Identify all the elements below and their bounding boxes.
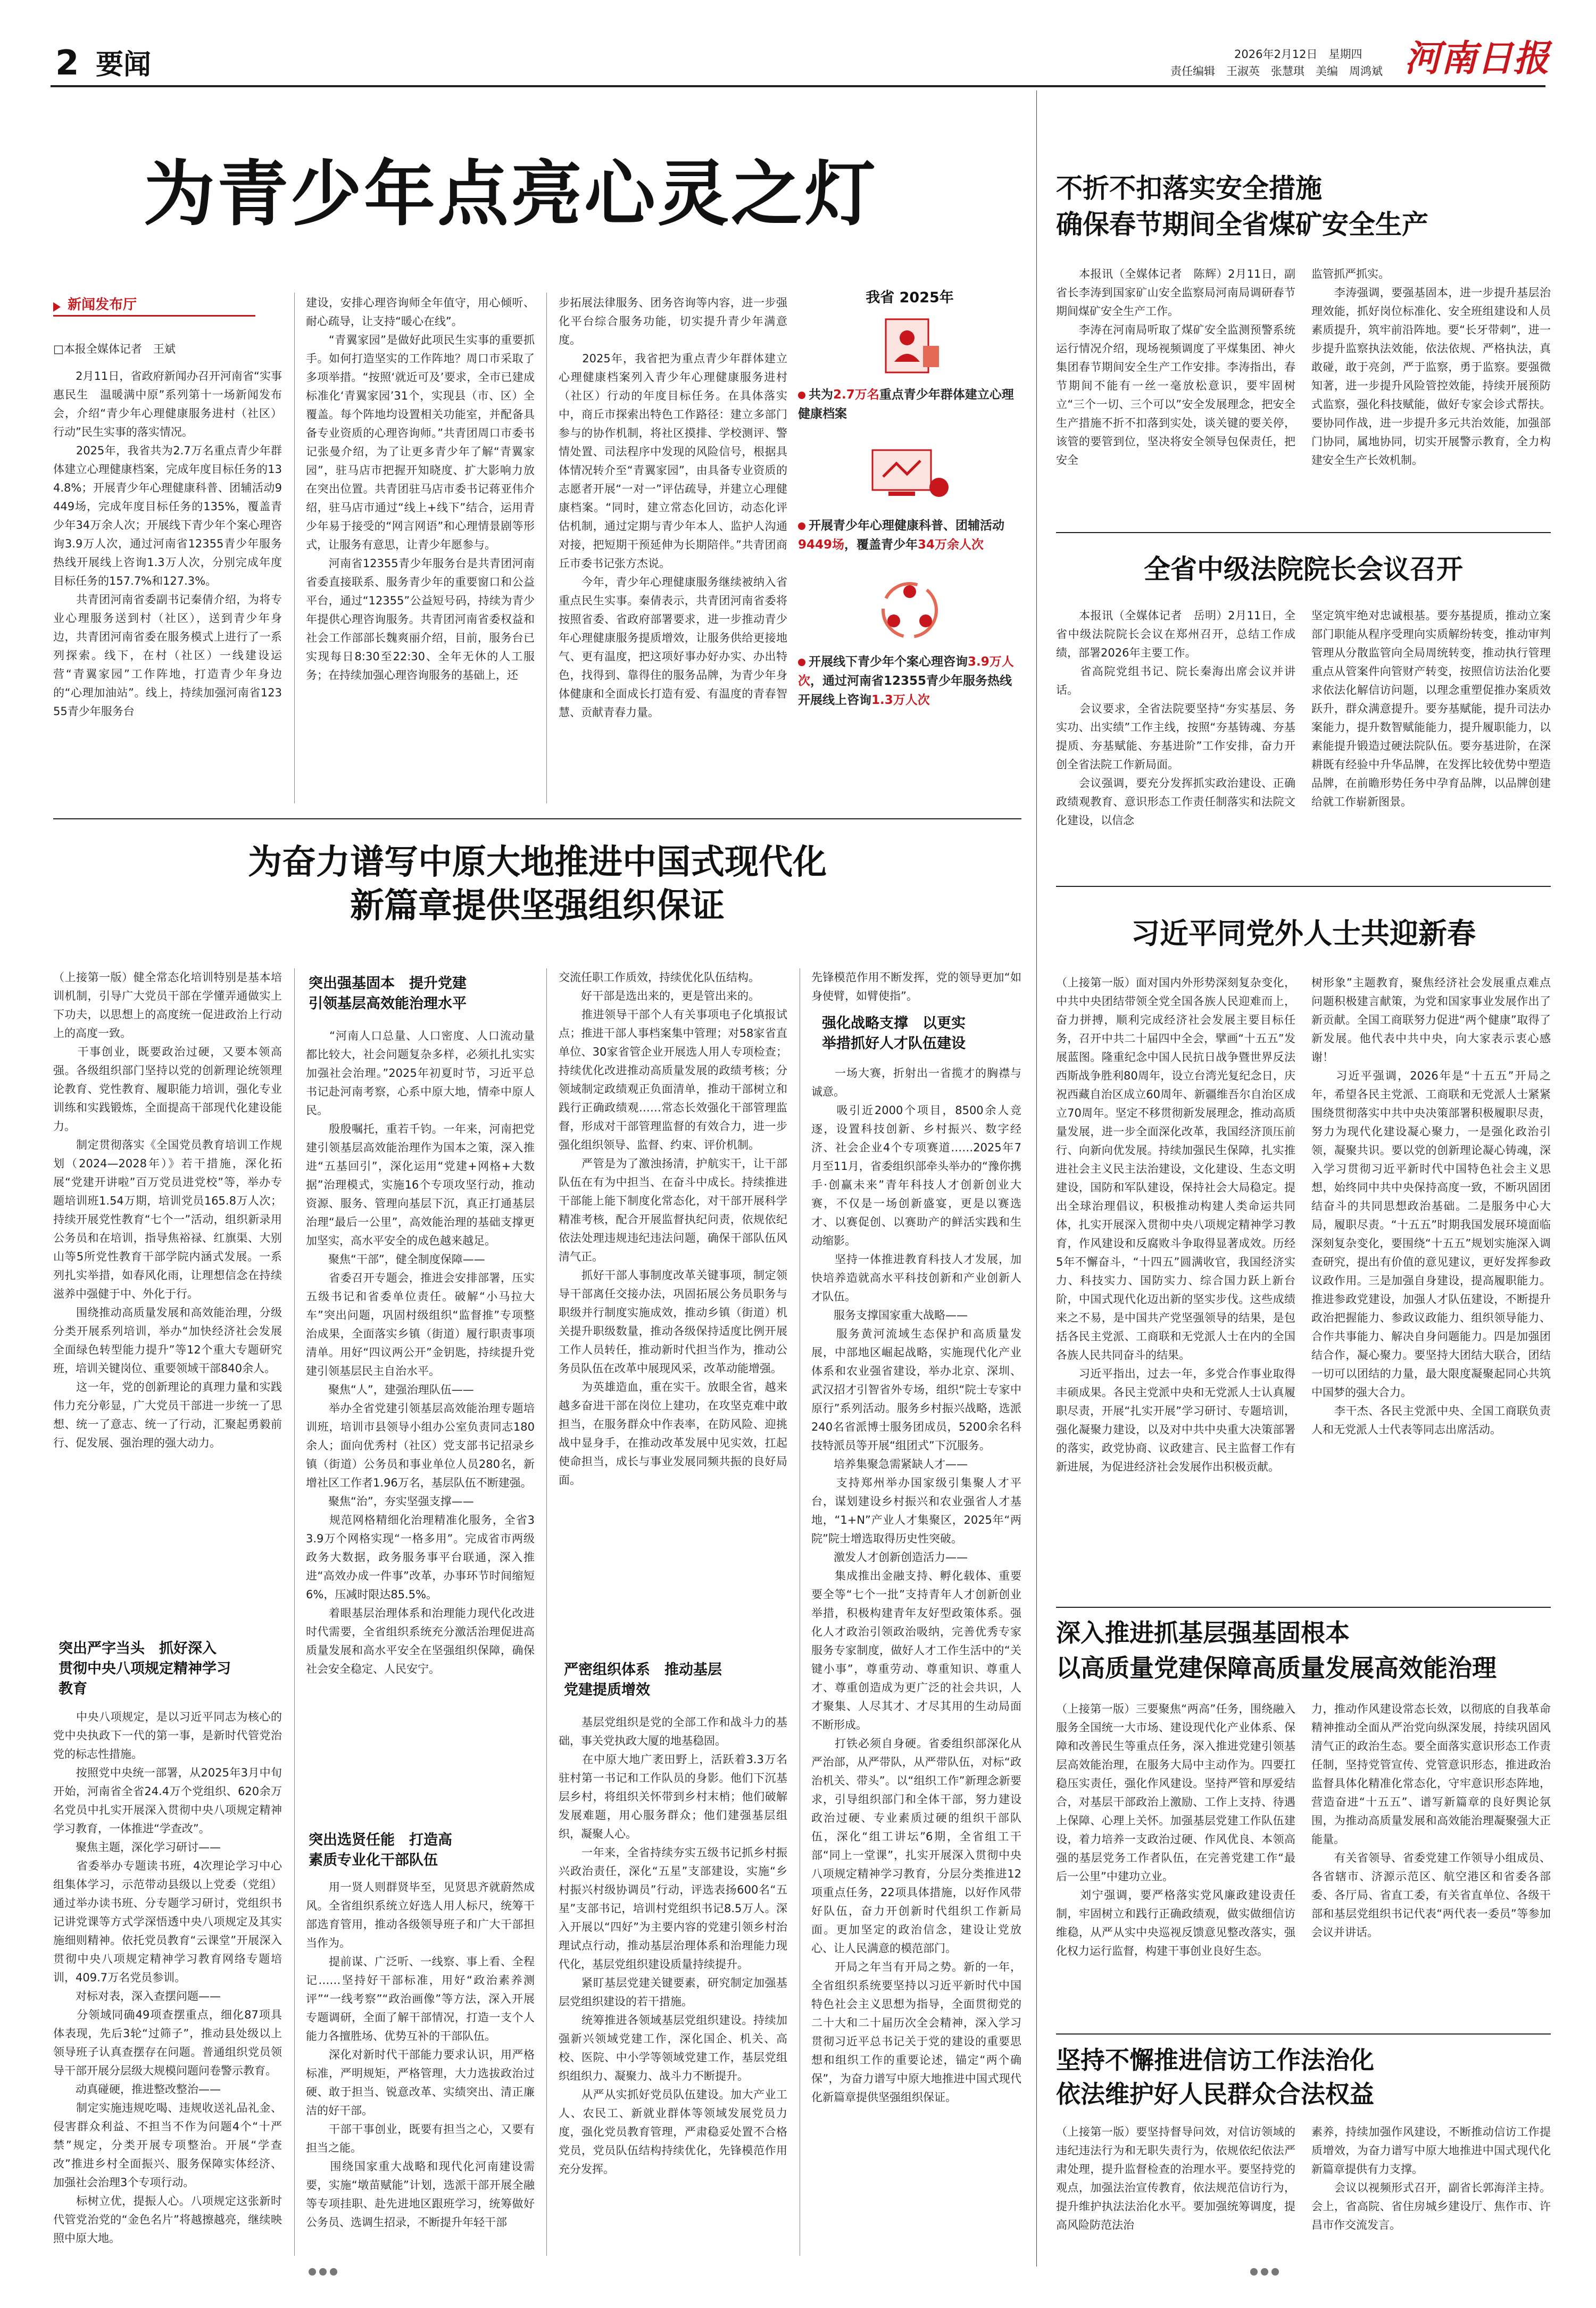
bullet-dot: [798, 659, 805, 666]
infographic-title: 我省 2025年: [866, 289, 954, 306]
page-number: 2: [55, 44, 79, 83]
bullet-dot: [798, 392, 805, 399]
article2-column-2: “河南人口总量、人口密度、人口流动量都比较大，社会问题复杂多样，必须扎扎实实加强社会治理。”2025年初夏时节，习近平总书记赴河南考察，心系中原大地，情牵中原人民。 殷殷嘱托，重若千钧。一年来，河南把党建引领基层高效能治理作为国本之策，深入推进“五基回引”，深化运用“党建+网格+大数据”治理模式，实施16个专项攻坚行动，推动资源、服务、管理向基层下沉，真正打通基层治理“最后一公里”，高效能治理的基础支撑更加坚实，高水平安全的成色越来越足。 聚焦“干部”，健全制度保障—— 省委召开专题会，推进会安排部署，压实五级书记和省委单位责任。破解“小马拉大车”突出问题，巩固村级组织“监督推”专项整治成果，全面落实乡镇（街道）履行职责事项清单。用好“四议两公开”金钥匙，持续提升党建引领基层民主自治水平。 聚焦“人”，建强治理队伍—— 举办全省党建引领基层高效能治理专题培训班，培训市县领导小组办公室负责同志180余人；面向优秀村（社区）党支部书记招录乡镇（街道）公务员和事业单位人员280名，新增社区工作者1.96万名，基层队伍不断建强。 聚焦“治”，夯实坚强支撑—— 规范网格精细化治理精准化服务，全省33.9万个网格实现“一格多用”。完成省市两级政务大数据，政务服务事平台联通，深入推进“高效办成一件事”改革，办事环节时间缩短6%，压减时限达85.5%。 着眼基层治理体系和治理能力现代化改进时代需要，全省组织系统充分激活治理促进高质量发展和高水平安全在坚强组织保障，确保社会安全稳定、人民安宁。: [306, 1030, 535, 1675]
section-divider: [1056, 2033, 1551, 2035]
article2-column-1: （上接第一版）健全常态化培训特别是基本培训机制，引导广大党员干部在学懂弄通做实上下功夫，以思想上的高度统一促进政治上行动上的高度一致。 干事创业，既要政治过硬，又要本领高强。各级组织部门坚持以党的创新理论统领理论教育、党性教育、履职能力培训，强化专业训练和实践锻炼，全面提高干部现代化建设能力。 制定贯彻落实《全国党员教育培训工作规划（2024—2028年）》若干措施，深化拓展“党建开讲啦”百万党员进党校”等，举办专题培训班1.54万期，培训党员165.8万人次；持续开展党性教育“七个一”活动，组织新录用公务员和在培训，指导焦裕禄、红旗渠、大别山等5所党性教育干部学院内涵式发展。一系列扎实举措，如春风化雨，让理想信念在持续滋养中强健于中、外化于行。 围绕推动高质量发展和高效能治理，分级分类开展系列培训，举办“加快经济社会发展全面绿色转型能力提升”等12个重大专题研究班，培训关键岗位、重要领域干部840余人。 这一年，党的创新理论的真理力量和实践伟力充分彰显，广大党员干部进一步统一了思想、统一了意志、统一了行动，汇聚起勇毅前行、促发展、强治理的强大动力。: [53, 971, 282, 1449]
right4-column-1: （上接第一版）三要聚焦“两高”任务，围绕融入服务全国统一大市场、建设现代化产业体系、保障和改善民生等重点任务，深入推进党建引领基层高效能治理，在服务大局中主动作为。四要扛稳压实责任，强化作风建设。坚持严管和厚爱结合，对基层干部政治上激励、工作上支持、待遇上保障、心理上关怀。加强基层党建工作队伍建设，着力培养一支政治过硬、作风优良、本领高强的基层党务工作者队伍，在完善党建工作“最后一公里”中建功立业。 刘宁强调，要严格落实党风廉政建设责任制，牢固树立和践行正确政绩观，做实做细信访维稳，从严从实中央巡视反馈意见整改落实，强化权力运行监督，构建干事创业良好生态。: [1056, 1703, 1295, 1957]
section-divider: [53, 818, 1021, 819]
edition-date: 2026年2月12日 星期四: [1234, 48, 1362, 61]
right2-column-2: 坚定筑牢绝对忠诚根基。要夯基提质，推动立案部门职能从程序受理向实质解纷转变，推动审判管理从分散监管向全局周统转变，推动执行管理重点从管案件向管财产转变，按照信访法治化要求依法化解信访问题，以理念重塑促推办案质效跃升，群众满意提升。要夯基赋能，提升司法办案能力，提升数智赋能能力，提升履职能力，以素能提升锻造过硬法院队伍。要夯基进阶，在深耕既有经验中升华品牌，在发挥比较优势中塑造品牌，在前瞻形势任务中孕育品牌，以品牌创建给就工作崭新图景。: [1311, 609, 1551, 808]
article2-subhead-3: 突出选贤任能 打造高 素质专业化干部队伍: [309, 1832, 452, 1869]
health-record-icon: [875, 314, 944, 378]
column-tag-mark: [53, 302, 61, 312]
right1-column-1: 本报讯（全媒体记者 陈辉）2月11日，副省长李涛到国家矿山安全监察局河南局调研春节期间煤矿安全生产工作。 李涛在河南局听取了煤矿安全监测预警系统运行情况介绍，现场视频调度了平煤集团、神火集团春节期间安全生产工作安排。李涛指出，春节期间不能有一丝一毫放松意识，要牢固树立“三个一切、三个可以”安全发展理念，把安全生产措施不折不扣落到实处，谈关键的要关停，该管的要管到位，坚决将安全领导包保责任，把安全: [1056, 268, 1295, 467]
right2-column-1: 本报讯（全媒体记者 岳明）2月11日，全省中级法院院长会议在郑州召开，总结工作成绩，部署2026年主要工作。 省高院党组书记、院长秦海出席会议并讲话。 会议要求，全省法院要坚持“夯实基层、务实功、出实绩”工作主线，按照“夯基铸魂、夯基提质、夯基赋能、夯基进阶”工作安排，奋力开创全省法院工作新局面。 会议强调，要充分发挥抓实政治建设、正确政绩观教育、意识形态工作责任制落实和法院文化建设，以信念: [1056, 609, 1295, 827]
infographic-item-1: 共为2.7万名重点青少年群体建立心理健康档案: [798, 388, 1014, 421]
right1-headline: 不折不扣落实安全措施 确保春节期间全省煤矿安全生产: [1056, 173, 1428, 240]
column-tag-label: 新闻发布厅: [68, 297, 137, 313]
col-divider: [294, 968, 295, 2256]
article2-subhead-4: 严密组织体系 推动基层 党建提质增效: [564, 1662, 722, 1698]
section-name: 要闻: [96, 49, 152, 81]
article2-column-4a: 一场大赛，折射出一省揽才的胸襟与诚意。 吸引近2000个项目，8500余人竞逐，设置科技创新、乡村振兴、数字经济、社会企业4个专项赛道……2025年7月至11月，省委组织部牵头举办的“豫你携手·创赢未来”青年科技人才创新创业大赛，不仅是一场创新盛宴，更是以赛选才、以赛促创、以赛助产的鲜活实践和生动缩影。 坚持一体推进教育科技人才发展，加快培养造就高水平科技创新和产业创新人才队伍。 服务支撑国家重大战略—— 服务黄河流域生态保护和高质量发展，中部地区崛起战略，实施现代化产业体系和农业强省建设，举办北京、深圳、武汉招才引智省外专场，组织“院士专家中原行”系列活动。服务乡村振兴战略，选派240名省派博士服务团成员，5200余名科技特派员等开展“组团式”下沉服务。 培养集聚急需紧缺人才—— 支持郑州举办国家级引集聚人才平台，谋划建设乡村振兴和农业强省人才基地，“1+N”产业人才集聚区，2025年“两院”院士增选取得历史性突破。 激发人才创新创造活力—— 集成推出金融支持、孵化载体、重要要全等“七个一批”支持青年人才创新创业举措，积极构建青年友好型政策体系。强化人才政治引领政治吸纳，完善优秀专家服务专家制度，做好人才工作生活中的“关键小事”，尊重劳动、尊重知识、尊重人才、尊重创造成为更广泛的社会共识，人才聚集、人尽其才、才尽其用的生动局面不断形成。 打铁必须自身硬。省委组织部深化从严治部，从严带队，从严带队伍，对标“政治机关、带头”。以“组织工作”新理念新要求，引导组织部门和全体干部，努力建设政治过硬、专业素质过硬的组织干部队伍，深化“组工讲坛”6期，全省组工干部“同上一堂课”，扎实开展深入贯彻中央八项规定精神学习教育，分层分类推进12项重点任务，22项具体措施，以好作风带好队伍，奋力开创新时代组织工作新局面。更加坚定的政治信念，建设让党放心、让人民满意的模范部门。 开局之年当有开局之势。新的一年，全省组织系统要坚持以习近平新时代中国特色社会主义思想为指导，全面贯彻党的二十大和二十届历次全会精神，深入学习贯彻习近平总书记关于党的建设的重要思想和组织工作的重要论述，锚定“两个确保”，为奋力谱写中原大地推进中国式现代化新篇章提供坚强组织保证。: [811, 1067, 1021, 2104]
editors-line: 责任编辑 王淑英 张慧琪 美编 周鸿斌: [1170, 65, 1383, 78]
bullet-dot: [798, 522, 805, 530]
right1-column-2: 监管抓严抓实。 李涛强调，要强基固本，进一步提升基层治理效能，抓好岗位标准化、安全班组建设和人员素质提升，筑牢前沿阵地。要“长牙带刺”，进一步提升监察执法效能，依法依规、严格执法，真敢碰，敢于亮剑，严于监察，勇于监察。要强微知著，进一步提升风险管控效能，持续开展预防式监察，强化科技赋能，做好专家会诊式帮扶。要协同作战，进一步提升多元共治效能，加强部门协同，属地协同，切实开展警示教育，全力构建安全生产长效机制。: [1311, 268, 1551, 467]
col-divider: [294, 293, 295, 803]
article2-column-3b: 基层党组织是党的全部工作和战斗力的基础，事关党执政大厦的地基稳固。 在中原大地广袤田野上，活跃着3.3万名驻村第一书记和工作队员的身影。他们下沉基层乡村，将组织关怀带到乡村末梢；他们破解发展难题，用心服务群众；他们建强基层组织，凝聚人心。 一年来，全省持续夯实五级书记抓乡村振兴政治责任，深化“五星”支部建设，实施“乡村振兴村级协调员”行动，评选表扬600名“五星”支部书记，培训村党组织书记8.5万人。深入开展以“四好”为主要内容的党建引领乡村治理试点行动，推动基层治理体系和治理能力现代化，基层党组织建设质量持续提升。 紧盯基层党建关键要素，研究制定加强基层党组织建设的若干措施。 统筹推进各领域基层党组织建设。持续加强新兴领域党建工作，深化国企、机关、高校、医院、中小学等领域党建工作，基层党组织组织力、凝聚力、战斗力不断提升。 从严从实抓好党员队伍建设。加大产业工人、农民工、新就业群体等领域发展党员力度，强化党员教育管理，严肃稳妥处置不合格党员，党员队伍结构持续优化，先锋模范作用充分发挥。: [559, 1716, 787, 2176]
article2-column-2b: 用一贤人则群贤毕至，见贤思齐就蔚然成风。全省组织系统立好选人用人标尺，统筹干部选育管用，推动各级领导班子和广大干部担当作为。 提前谋、广泛听、一线察、事上看、全程记……坚持好干部标准，用好“政治素养测评”“一线考察”“政治画像”等方法，深入开展专题调研，全面了解干部情况，打造一支个人能力各擅胜场、优势互补的干部队伍。 深化对新时代干部能力要求认识，用严格标准，严明规矩，严格管理，大力选拔政治过硬、敢于担当、锐意改革、实绩突出、清正廉洁的好干部。 干部干事创业，既要有担当之心，又要有担当之能。 围绕国家重大战略和现代化河南建设需要，实施“墩苗赋能”计划，选派干部开展全融等专项挂职、赴先进地区跟班学习，统筹做好公务员、选调生招录，不断提升年轻干部: [306, 1881, 535, 2229]
lead-byline: □本报全媒体记者 王斌: [53, 343, 176, 355]
column-tag: [53, 294, 255, 317]
right2-headline: 全省中级法院院长会议召开: [1144, 554, 1463, 585]
right3-headline: 习近平同党外人士共迎新春: [1131, 917, 1476, 950]
page-column-divider: [1036, 90, 1037, 2267]
right4-headline: 深入推进抓基层强基固根本 以高质量党建保障高质量发展高效能治理: [1056, 1618, 1497, 1682]
section-divider: [1056, 532, 1551, 533]
footer-mark: [1250, 2268, 1279, 2278]
article2-column-1b: 中央八项规定，是以习近平同志为核心的党中央执政下一代的第一事，是新时代管党治党的标志性措施。 按照党中央统一部署，从2025年3月中旬开始，河南省全省24.4万个党组织、620余万名党员中扎实开展深入贯彻中央八项规定精神学习教育，一体推进“学查改”。 聚焦主题，深化学习研讨—— 省委举办专题读书班，4次理论学习中心组集体学习，示范带动县级以上党委（党组）通过举办读书班、分专题学习研讨，党组织书记讲党课等方式学深悟透中央八项规定及其实施细则精神。依托党员教育“云课堂”开展深入贯彻中央八项规定精神学习教育网络专题培训，409.7万名党员参训。 对标对表，深入查摆问题—— 分领域同确49项查摆重点，细化87项具体表现，先后3轮“过筛子”，推动县处级以上领导班子认真查摆存在问题。普通组织党员领导干部开展分层级大规模问题问卷警示教育。 动真碰硬，推进整改整治—— 制定实施违规吃喝、违规收送礼品礼金、侵害群众利益、不担当不作为问题4个“十严禁”规定，分类开展专项整治。开展“学查改”推进乡村全面振兴、服务保障实体经济、加强社会治理3个专项行动。 标树立优，提振人心。八项规定这张新时代管党治党的“金色名片”将越擦越亮，继续映照中原大地。: [53, 1711, 282, 2245]
col-divider: [546, 293, 547, 803]
footer-mark: [309, 2268, 337, 2278]
article2-subhead-2: 突出强基固本 提升党建 引领基层高效能治理水平: [309, 975, 467, 1012]
infographic-item-2: 开展青少年心理健康科普、团辅活动9449场，覆盖青少年34万余人次: [798, 519, 1004, 552]
right4-column-2: 力，推动作风建设常态长效，以彻底的自我革命精神推动全面从严治党向纵深发展，持续巩固风清气正的政治生态。要全面落实意识形态工作责任制，坚持党管宣传、党管意识形态，推进政治监督具体化精准化常态化，守牢意识形态阵地，营造奋进“十五五”、谱写新篇章的良好舆论氛围，为推动高质量发展和高效能治理凝聚强大正能量。 有关省领导、省委党建工作领导小组成员、各省辖市、济源示范区、航空港区和省委各部委、各厅局、省直工委，有关省直单位、各级干部和基层党组织书记代表“两代表一委员”等参加会议并讲话。: [1311, 1703, 1551, 1939]
lead-headline: 为青少年点亮心灵之灯: [144, 153, 878, 236]
right5-column-2: 素养，持续加强作风建设，不断推动信访工作提质增效，为奋力谱写中原大地推进中国式现代化新篇章提供有力支撑。 会议以视频形式召开，副省长郭海洋主持。会上，省高院、省住房城乡建设厅、焦作市、许昌市作交流发言。: [1311, 2126, 1551, 2231]
header-rule: [51, 85, 1545, 87]
classroom-screen-icon: [867, 445, 952, 509]
right5-column-1: （上接第一版）要坚持督导问效，对信访领域的违纪违法行为和无职失责行为，依规依纪依法严肃处理，提升监督检查的治理水平。要坚持党的观点，加强法治宣传教育，依法规范信访行为，提升维护执法法治化水平。要加强统筹调度，提高风险防范法治: [1056, 2126, 1295, 2231]
right3-column-1: （上接第一版）面对国内外形势深刻复杂变化，中共中央团结带领全党全国各族人民迎难而上，奋力拼搏，顺利完成经济社会发展主要目标任务，召开中共二十届四中全会，擘画“十五五”发展蓝图。隆重纪念中国人民抗日战争暨世界反法西斯战争胜利80周年，设立台湾光复纪念日，庆祝西藏自治区成立60周年、新疆维吾尔自治区成立70周年。坚定不移贯彻新发展理念，推动高质量发展，进一步全面深化改革，我国经济顶压前行、向新向优发展。持续加强民生保障，扎实推进社会主义民主法治建设，文化建设、生态文明建设，国防和军队建设，保持社会大局稳定。提出全球治理倡议，积极推动构建人类命运共同体，扎实开展深入贯彻中央八项规定精神学习教育，作风建设和反腐败斗争取得显著成效。历经5年不懈奋斗，“十四五”圆满收官，我国经济实力、科技实力、国防实力、综合国力跃上新台阶，中国式现代化迈出新的坚实步伐。这些成绩来之不易，是中国共产党坚强领导的结果，是包括各民主党派、工商联和无党派人士在内的全国各族人民共同奋斗的结果。 习近平指出，过去一年，多党合作事业取得丰硕成果。各民主党派中央和无党派人士认真履职尽责，开展“扎实开展”学习研讨、专题培训，强化凝聚力建设，以及对中共中央重大决策部署的落实，政党协商、议政建言、民主监督工作有新进展，为促进经济社会发展作出积极贡献。: [1056, 976, 1295, 1473]
lead-column-3: 步拓展法律服务、团务咨询等内容，进一步强化平台综合服务功能，切实提升青少年满意度。 2025年，我省把为重点青少年群体建立心理健康档案列入青少年心理健康服务进村（社区）行动的年度目标任务。在具体落实中，商丘市探索出特色工作路径：建立多部门参与的协作机制，将社区摸排、学校测评、警情处置、司法程序中发现的风险信号，根据具体情况转介至“青翼家园”，由具备专业资质的志愿者开展“一对一”评估疏导，并建立心理健康档案。“同时，建立常态化回访，动态化评估机制，通过定期与青少年本人、监护人沟通对接，把短期干预延伸为长期陪伴。”共青团商丘市委书记张方杰说。 今年，青少年心理健康服务继续被纳入省重点民生实事。秦倩表示，共青团河南省委将按照省委、省政府部署要求，进一步推动青少年心理健康服务提质增效，让服务供给更接地气、更有温度，把这项好事办好办实、办出特色，找得到、靠得住的服务品牌，为青少年身体健康和全面成长打造有爱、有温度的青春智慧、贡献青春力量。: [559, 296, 787, 719]
article2-subhead-5: 强化战略支撑 以更实 举措抓好人才队伍建设: [822, 1015, 966, 1052]
right5-headline: 坚持不懈推进信访工作法治化 依法维护好人民群众合法权益: [1056, 2046, 1374, 2108]
lead-column-1: 2月11日，省政府新闻办召开河南省“实事惠民生 温暖满中原”系列第十一场新闻发布会，介绍“青少年心理健康服务进村（社区）行动”民生实事的落实情况。 2025年，我省共为2.7万名重点青少年群体建立心理健康档案，完成年度目标任务的134.8%；开展青少年心理健康科普、团辅活动9449场，完成年度目标任务的135%，覆盖青少年34万余人次；开展线下青少年个案心理咨询3.9万人次，通过河南省12355青少年服务热线开展线上咨询1.3万人次，分别完成年度目标任务的157.7%和127.3%。 共青团河南省委副书记秦倩介绍，为将专业心理服务送到村（社区），送到青少年身边，共青团河南省委在服务模式上进行了一系列探索。线下，在村（社区）一线建设运营“青翼家园”工作阵地，打造青少年身边的“心理加油站”。线上，持续加强河南省12355青少年服务台: [53, 370, 282, 718]
infographic-item-3: 开展线下青少年个案心理咨询3.9万人次，通过河南省12355青少年服务热线开展线上咨询1.3万人次: [798, 655, 1014, 707]
article2-subhead-1: 突出严字当头 抓好深入 贯彻中央八项规定精神学习 教育: [59, 1640, 231, 1697]
infographic-panel: [798, 287, 1021, 809]
col-divider: [546, 968, 547, 2256]
right3-column-2: 树形象”主题教育，聚焦经济社会发展重点难点问题积极建言献策，为党和国家事业发展作出了新贡献。全国工商联努力促进“两个健康”取得了新发展。他代表中共中央，向大家表示衷心感谢！ 习近平强调，2026年是“十五五”开局之年，希望各民主党派、工商联和无党派人士紧紧围绕贯彻落实中共中央决策部署积极履职尽责，努力为现代化建设凝心聚力，一是强化政治引领，凝聚共识。要以党的创新理论凝心铸魂，深入学习贯彻习近平新时代中国特色社会主义思想，始终同中共中央保持高度一致，不断巩固团结奋斗的共同思想政治基础。二是服务中心大局，履职尽责。“十五五”时期我国发展环境面临深刻复杂变化，要围绕“十五五”规划实施深入调查研究，提出有价值的意见建议，更好发挥参政议政作用。三是加强自身建设，提高履职能力。推进参政党建设，加强人才队伍建设，不断提升政治把握能力、参政议政能力、组织领导能力、合作共事能力、解决自身问题能力。四是加强团结合作，凝心聚力。要坚持大团结大联合，团结一切可以团结的力量，最大限度凝聚起同心共筑中国梦的强大合力。 李干杰、各民主党派中央、全国工商联负责人和无党派人士代表等同志出席活动。: [1311, 976, 1551, 1436]
lead-column-2: 建设，安排心理咨询师全年值守，用心倾听、耐心疏导，让支持“暖心在线”。 “青翼家园”是做好此项民生实事的重要抓手。如何打造坚实的工作阵地？周口市采取了多项举措。“按照‘就近可及’要求，全市已建成标准化‘青翼家园’31个，实现县（市、区）全覆盖。每个阵地均设置相关功能室，并配备具备专业资质的心理咨询师。”共青团周口市委书记张曼介绍，为了让更多青少年了解“青翼家园”，驻马店市把握开知晓度、扩大影响力放在突出位置。共青团驻马店市委书记蒋亚伟介绍，驻马店市通过“线上+线下”结合，运用青少年易于接受的“网言网语”和心理情景剧等形式，让服务有意思，让青少年愿参与。 河南省12355青少年服务台是共青团河南省委直接联系、服务青少年的重要窗口和公益平台，通过“12355”公益短号码，持续为青少年提供心理咨询服务。共青团河南省委权益和社会工作部部长魏爽丽介绍，目前，服务台已实现每日8:30至22:30、全年无休的人工服务；在持续加强心理咨询服务的基础上，还: [306, 296, 535, 682]
consultation-cycle-icon: [872, 576, 947, 645]
paper-logo: 河南日报: [1404, 37, 1550, 80]
article2-column-4: 先锋模范作用不断发挥，党的领导更加“如身使臂，如臂使指”。: [811, 971, 1021, 1002]
section-divider: [1056, 886, 1551, 887]
article2-headline: 为奋力谱写中原大地推进中国式现代化 新篇章提供坚强组织保证: [248, 843, 827, 926]
article2-column-3: 交流任职工作质效，持续优化队伍结构。 好干部是选出来的，更是管出来的。 推进领导干部个人有关事项电子化填报试点；推进干部人事档案集中管理；对58家省直单位、30家省管企业开展选人用人专项检查；持续优化改进推动高质量发展的政绩考核；分领域制定政绩观正负面清单，推动干部树立和践行正确政绩观……常态长效强化干部管理监督，形成对干部管理监督的有效合力，进一步强化组织领导、监督、约束、评价机制。 严管是为了激浊扬清，护航实干，让干部队伍在有为中担当、在奋斗中成长。持续推进干部能上能下制度化常态化，对干部开展科学精准考核，配合开展监督执纪问责，依规依纪依法处理违规违纪违法问题，确保干部队伍风清气正。 抓好干部人事制度改革关键事项，制定领导干部离任交接办法，巩固拓展公务员职务与职级并行制度实施成效，推动乡镇（街道）机关提升职级数量，推动各级保持适度比例开展工作人员转任，推动新时代担当作为，推动公务员队伍在改革中展现风采，改革动能增强。 为英雄造血，重在实干。放眼全省，越来越多奋进干部在岗位上建功，在攻坚克难中敢担当，在服务群众中作表率，在防风险、迎挑战中显身手，在推动改革发展中见实效，扛起使命担当，成长与事业发展同频共振的良好局面。: [559, 971, 787, 1487]
